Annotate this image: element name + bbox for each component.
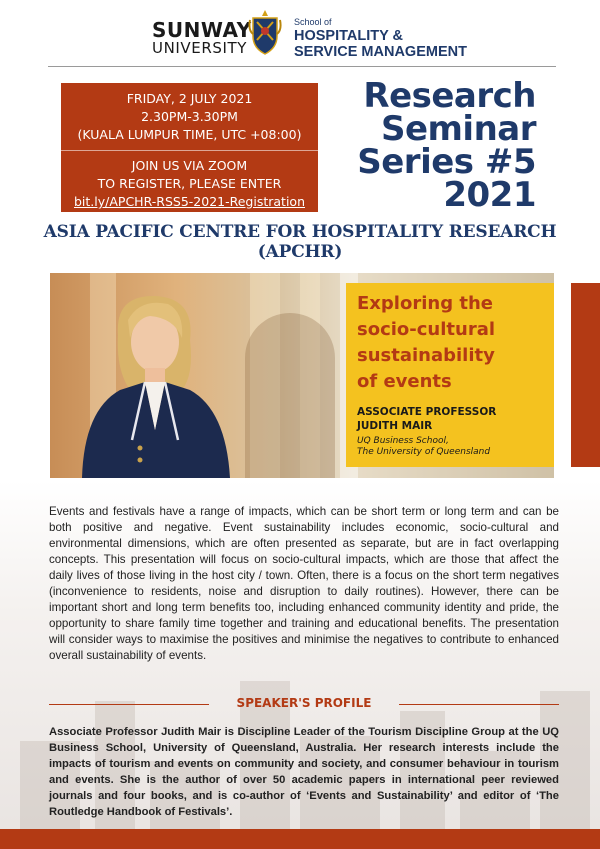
series-line-3: Series #5 bbox=[357, 142, 536, 182]
header-divider bbox=[48, 66, 556, 67]
talk-title-2: socio-cultural bbox=[357, 319, 496, 340]
footer-bar bbox=[0, 829, 600, 849]
talk-title-4: of events bbox=[357, 371, 452, 392]
series-line-2: Seminar bbox=[380, 109, 536, 149]
affiliation-1: UQ Business School, bbox=[357, 436, 449, 446]
abstract-text: Events and festivals have a range of impacts, which can be short term or long term and can be both positive and negative. Event sustainability includes economic, socio-cultural and environmental dimensions, which are often presented as separate, but are in fact overlapping concepts. This presentation will focus on socio-cultural impacts, which are those that affect the daily lives of those living in the host city / town. Often, there is a focus on the short term negatives (inconvenience to residents, noise and disruption to daily routines). However, there can be important short and long term benefits too, including enhanced community identity and pride, the opportunity to share family time together and training and educational benefits. The presentation will consider ways to maximise the positives and minimise the negatives to contribute to enhanced overall sustainability of events. bbox=[49, 505, 559, 662]
school-name bbox=[294, 16, 467, 60]
school-name-3: SERVICE MANAGEMENT bbox=[294, 44, 467, 60]
crest-icon bbox=[248, 8, 282, 56]
affiliation-2: The University of Queensland bbox=[357, 447, 491, 457]
header bbox=[152, 6, 482, 62]
profile-text: Associate Professor Judith Mair is Discipline Leader of the Tourism Discipline Group at the UQ Business School, University of Queensland, Australia. Her research interests include the impacts of tourism and events on community and society, and consumer behaviour in tourism and events. She is the author of over 50 academic papers in international peer reviewed journals and four books, and is co-author of ‘Events and Sustainability’ and editor of ‘The Routledge Handbook of Festivals’. bbox=[49, 726, 559, 818]
talk-card bbox=[346, 283, 554, 467]
school-name-2: HOSPITALITY & bbox=[294, 28, 404, 44]
speaker-photo bbox=[70, 290, 240, 478]
event-date: FRIDAY, 2 JULY 2021 bbox=[126, 91, 253, 106]
accent-bar bbox=[571, 283, 600, 467]
info-divider bbox=[61, 150, 318, 151]
school-name-1: School of bbox=[294, 17, 332, 27]
speaker-name bbox=[357, 405, 496, 433]
centre-title: ASIA PACIFIC CENTRE FOR HOSPITALITY RESEARCH (APCHR) bbox=[43, 222, 557, 262]
event-info-box bbox=[61, 83, 318, 212]
series-line-4: 2021 bbox=[443, 175, 536, 215]
event-timezone: (KUALA LUMPUR TIME, UTC +08:00) bbox=[77, 127, 302, 142]
talk-title-1: Exploring the bbox=[357, 293, 493, 314]
series-title bbox=[357, 76, 536, 215]
profile-heading-row bbox=[49, 696, 559, 712]
university-name-1: SUNWAY bbox=[152, 18, 252, 42]
registration-link[interactable]: bit.ly/APCHR-RSS5-2021-Registration bbox=[74, 194, 305, 209]
event-time: 2.30PM-3.30PM bbox=[141, 109, 238, 124]
talk-title bbox=[357, 291, 547, 395]
talk-title-3: sustainability bbox=[357, 345, 495, 366]
zoom-text: JOIN US VIA ZOOM bbox=[131, 158, 248, 173]
university-name-2: UNIVERSITY bbox=[152, 39, 248, 57]
register-text: TO REGISTER, PLEASE ENTER bbox=[97, 176, 282, 191]
profile-heading: SPEAKER'S PROFILE bbox=[236, 696, 372, 710]
speaker-name-1: ASSOCIATE PROFESSOR bbox=[357, 406, 497, 418]
speaker-affiliation bbox=[357, 436, 490, 458]
speaker-name-2: JUDITH MAIR bbox=[357, 420, 433, 432]
series-line-1: Research bbox=[363, 76, 536, 116]
university-logo bbox=[152, 20, 252, 56]
